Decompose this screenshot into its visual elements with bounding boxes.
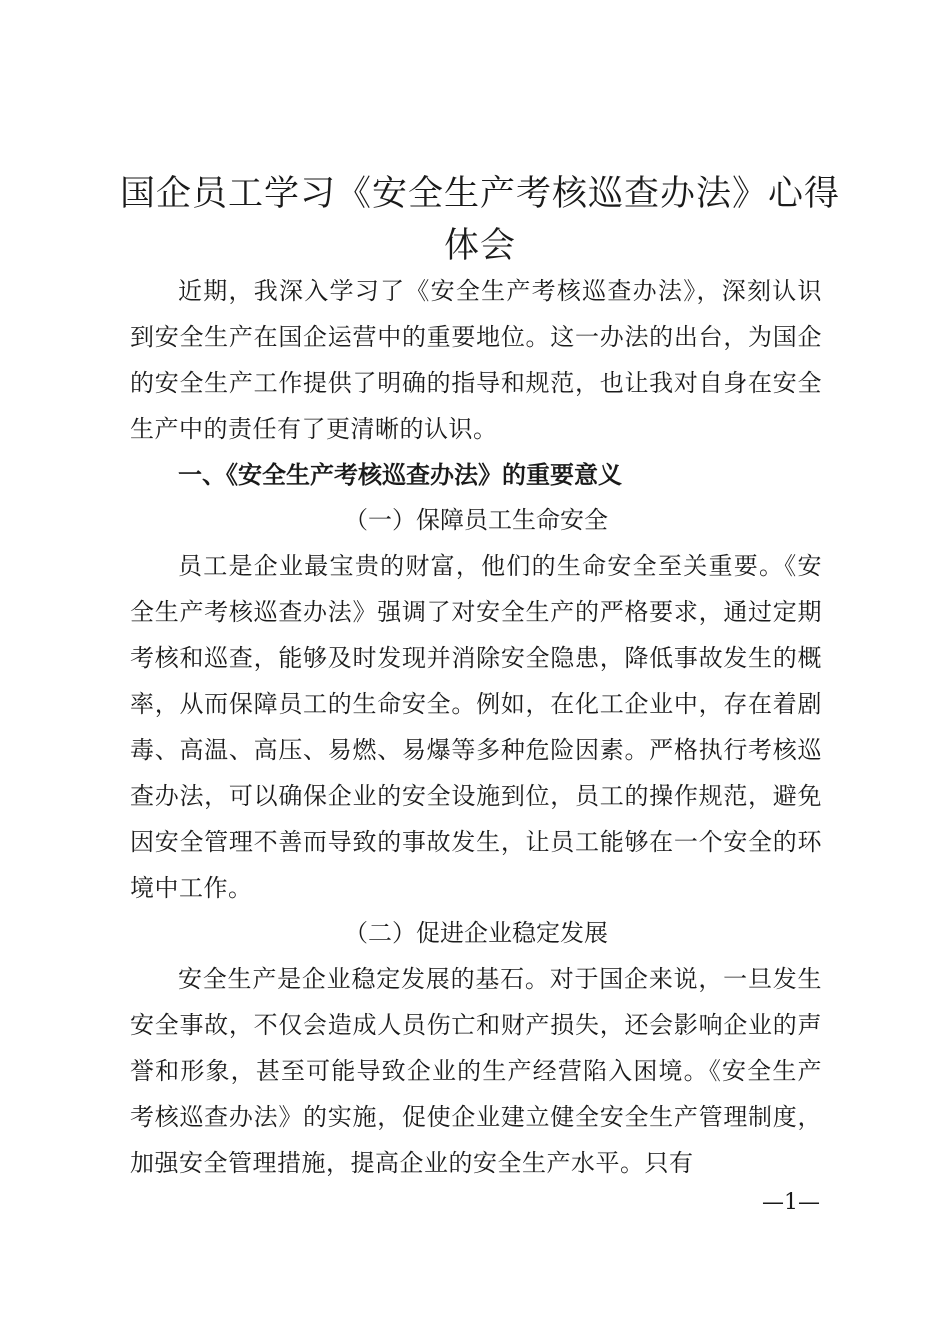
page-number: —1— [762,1190,820,1215]
intro-paragraph: 近期，我深入学习了《安全生产考核巡查办法》，深刻认识到安全生产在国企运营中的重要地位。这一办法的出台，为国企的安全生产工作提供了明确的指导和规范，也让我对自身在安全生产中的责任有了更清晰的认识。 [130,277,822,443]
section-heading-1: 一、《安全生产考核巡查办法》的重要意义 [178,461,622,489]
sub-heading-1: （一）保障员工生命安全 [344,506,608,534]
document-title: 国企员工学习《安全生产考核巡查办法》心得体会 [119,174,840,266]
sub-heading-2: （二）促进企业稳定发展 [344,919,608,947]
paragraph-sub1: 员工是企业最宝贵的财富，他们的生命安全至关重要。《安全生产考核巡查办法》强调了对安全生产的严格要求，通过定期考核和巡查，能够及时发现并消除安全隐患，降低事故发生的概率，从而保障员工的生命安全。例如，在化工企业中，存在着剧毒、高温、高压、易燃、易爆等多种危险因素。严格执行考核巡查办法，可以确保企业的安全设施到位，员工的操作规范，避免因安全管理不善而导致的事故发生，让员工能够在一个安全的环境中工作。 [130,552,822,902]
paragraph-sub2: 安全生产是企业稳定发展的基石。对于国企来说，一旦发生安全事故，不仅会造成人员伤亡和财产损失，还会影响企业的声誉和形象，甚至可能导致企业的生产经营陷入困境。《安全生产考核巡查办法》的实施，促使企业建立健全安全生产管理制度，加强安全管理措施，提高企业的安全生产水平。只有 [130,965,822,1177]
